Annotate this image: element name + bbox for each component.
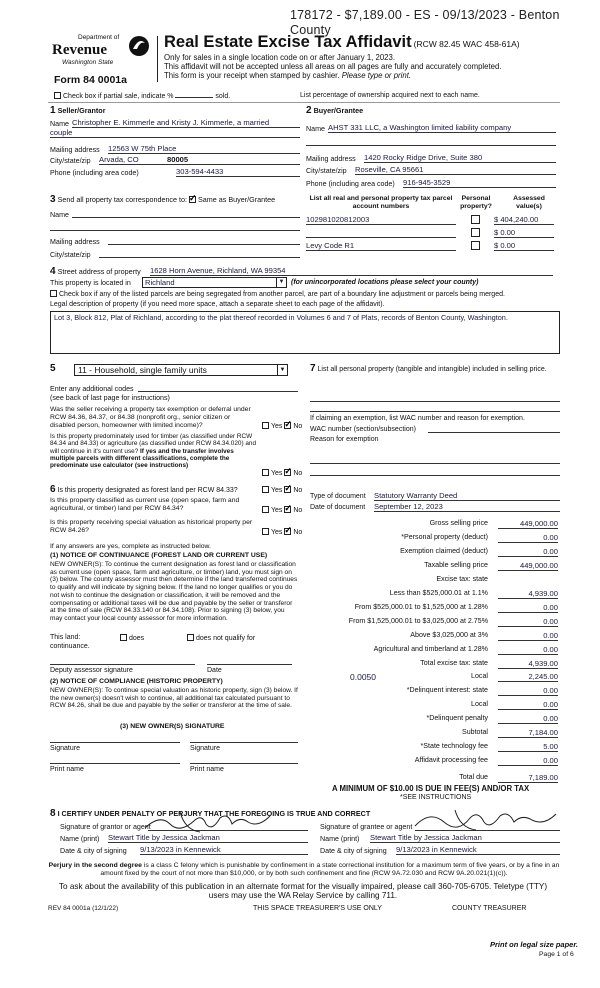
technology-fee-field[interactable]: 5.00 [498, 742, 558, 752]
timber-no-checkbox[interactable] [284, 469, 291, 476]
exemption-deduct-field[interactable]: 0.00 [498, 547, 558, 557]
personal-property-checkbox[interactable] [471, 215, 480, 224]
seller-name-field-2[interactable]: couple [50, 128, 300, 138]
local-rate: 0.0050 [350, 672, 376, 682]
grantee-signature-image [410, 808, 560, 832]
perjury-notice: Perjury in the second degree is a class C felony which is punishable by confinement in a state correctional institution for a maximum term of five years, or by a fine in an amount fixed by the court of not more than $10,000, or by both such confinement and fine (RCW 9A.72.030 and RCW 9A.20.021(1)(c)). [48, 862, 560, 877]
processing-fee-field[interactable]: 0.00 [498, 756, 558, 766]
page-number: Page 1 of 6 [539, 951, 574, 958]
deputy-date-field[interactable] [207, 656, 292, 665]
property-section: 4 Street address of property 1628 Horn Avenue, Richland, WA 99354 This property is located in Richland ▼ (for unincorporated locations please select your county) Check box if any of the listed parcels are being segregated from another parcel, are part of a boundary line adjustment or parcels being merged. Legal description of property (if you need more space, attach a separate sheet to each page of the affidavit). Lot 3, Block 812, Plat of Richland, according to the plat thereof recorded in Volumes 6 and 7 of Plats, records of Benton County, Washington. [50, 266, 560, 356]
historic-yes-checkbox[interactable] [262, 528, 269, 535]
buyer-phone-field[interactable]: 916-945-3529 [403, 178, 556, 188]
forest-yes-checkbox[interactable] [262, 486, 269, 493]
buyer-address-field[interactable]: 1420 Rocky Ridge Drive, Suite 380 [364, 153, 556, 163]
delinquent-penalty-field[interactable]: 0.00 [498, 714, 558, 724]
minimum-notice: A MINIMUM OF $10.00 IS DUE IN FEE(S) AND/OR TAX [332, 784, 530, 793]
buyer-section: 2 Buyer/Grantee Name AHST 331 LLC, a Washington limited liability company Mailing address 1420 Rocky Ridge Drive, Suite 380 City/state/zip Roseville, CA 95661 Phone (including area code) 916-945-3529 [306, 105, 556, 195]
county-treasurer-label: COUNTY TREASURER [452, 905, 527, 912]
total-due-field[interactable]: 7,189.00 [498, 773, 558, 783]
exemption-reason-field[interactable] [310, 455, 560, 464]
segregation-checkbox[interactable] [50, 290, 57, 297]
rule [48, 102, 560, 103]
subtotal-field[interactable]: 7,184.00 [498, 728, 558, 738]
deputy-signature-field[interactable] [50, 656, 195, 665]
new-owner-print-1[interactable] [50, 755, 180, 764]
buyer-name-field[interactable]: AHST 331 LLC, a Washington limited liability company [328, 123, 556, 133]
total-state-tax-field[interactable]: 4,939.00 [498, 659, 558, 669]
parcel-number-field[interactable] [306, 228, 456, 238]
ag-timber-tax-field[interactable]: 0.00 [498, 645, 558, 655]
seller-section: 1 Seller/Grantor Name Christopher E. Kimmerle and Kristy J. Kimmerle, a married couple Mailing address 12563 W 75th Place City/state/zip Arvada, CO 80005 Phone (including area code) 303-594-4433 [50, 105, 300, 185]
form-title [164, 33, 520, 53]
tier4-tax-field[interactable]: 0.00 [498, 631, 558, 641]
gross-price-field[interactable]: 449,000.00 [498, 519, 558, 529]
wac-number-field[interactable] [428, 424, 560, 433]
delinquent-interest-state-field[interactable]: 0.00 [498, 686, 558, 696]
location-select[interactable]: Richland ▼ [142, 277, 287, 288]
grantee-name-field[interactable]: Stewart Title by Jessica Jackman [370, 833, 560, 843]
partial-sale-checkbox[interactable] [54, 92, 61, 99]
grantor-date-field[interactable]: 9/13/2023 in Kennewick [140, 845, 308, 855]
seller-phone-field[interactable]: 303-594-4433 [176, 167, 300, 177]
tier2-tax-field[interactable]: 0.00 [498, 603, 558, 613]
legal-description-field[interactable]: Lot 3, Block 812, Plat of Richland, according to the plat thereof recorded in Volumes 6 and 7 of Plats, records of Benton County, Washington. [50, 311, 560, 354]
logo-line1: Department of [78, 34, 120, 41]
forest-no-checkbox[interactable] [284, 486, 291, 493]
logo-line3: Washington State [62, 59, 114, 66]
use-code-section: 5 11 - Household, single family units ▼ Enter any additional codes (see back of last page for instructions) Was the seller receiving a property tax exemption or deferral under RCW 84.36, 84.37, or 84.38 (nonprofit org., senior citizen or disabled person, homeowner with limited income)? Yes ✓ No Is this property predominately used for timber (as classified under RCW 84.34 and 84.33) or agriculture (as classified under RCW 84.34.020) and will continue in it's current use? If yes and the transfer involves multiple parcels with different classifications, complete the predominate use calculator (see instructions) Yes ✓ No [50, 363, 300, 483]
property-address-field[interactable]: 1628 Horn Avenue, Richland, WA 99354 [150, 266, 553, 276]
dor-logo [50, 34, 155, 74]
assessed-value-field[interactable]: $ 0.00 [494, 228, 554, 238]
assessed-value-field[interactable]: $ 0.00 [494, 241, 554, 251]
document-date-field[interactable]: September 12, 2023 [374, 502, 560, 512]
logo-divider [157, 36, 158, 82]
seller-name-field[interactable]: Christopher E. Kimmerle and Kristy J. Kimmerle, a married [72, 118, 300, 128]
new-owner-print-2[interactable] [190, 755, 298, 764]
forest-land-section: 6 Is this property designated as forest land per RCW 84.33? Yes ✓ No Is this property classified as current use (open space, farm and agricultural, or timber) land per RCW 84.34? Yes ✓ No Is this property receiving special valuation as historical property per RCW 84.26? Yes ✓ No If any answers are yes, complete as instructed below. (1) NOTICE OF CONTINUANCE (FOREST LAND OR CURRENT USE) NEW OWNER(S): To continue the current designation as forest land or classification as current use (open space, farm and agriculture, or timber) land, you must sign on (3) below. The county assessor must then determine if the land transferred continues to qualify and will indicate by signing below. If the land no longer qualifies or you do not wish to continue the designation or classification, it will be removed and the compensating or additional taxes will be due and payable by the seller or transferor at the time of sale (RCW 84.33.140 or 84.34.108). Prior to signing (3) below, you may contact your local county assessor for more information. This land: does does not qualify for continuance. Deputy assessor signature Date (2) NOTICE OF COMPLIANCE (HISTORIC PROPERTY) NEW OWNER(S): To continue special valuation as historic property, sign (3) below. If the new owner(s) doesn't wish to continue, all additional tax calculated pursuant to RCW 84.26, shall be due and payable by the seller or transferor at the time of sale. (3) NEW OWNER(S) SIGNATURE Signature Signature Print name Print name [50, 484, 300, 824]
chevron-down-icon: ▼ [277, 365, 287, 375]
personal-property-field[interactable] [310, 393, 560, 402]
timber-yes-checkbox[interactable] [262, 469, 269, 476]
intro-text [164, 53, 501, 81]
intro-line: Only for sales in a single location code on or after January 1, 2023. [164, 53, 396, 62]
s3-city-field[interactable] [99, 249, 300, 258]
partial-sale-row: Check box if partial sale, indicate % sold. List percentage of ownership acquired next to each name. [54, 92, 554, 101]
personal-property-checkbox[interactable] [471, 241, 480, 250]
does-not-qualify-checkbox[interactable] [187, 634, 194, 641]
treasurer-use-label: THIS SPACE TREASURER'S USE ONLY [253, 905, 382, 912]
personal-property-section: 7 List all personal property (tangible and intangible) included in selling price. If claiming an exemption, list WAC number and reason for exemption. WAC number (section/subsection) Reason for exemption Type of document Statutory Warranty Deed Date of document September 12, 2023 [310, 363, 560, 513]
parcel-number-field[interactable]: Levy Code R1 [306, 241, 456, 251]
document-type-field[interactable]: Statutory Warranty Deed [374, 491, 560, 501]
personal-property-checkbox[interactable] [471, 228, 480, 237]
classified-no-checkbox[interactable] [284, 506, 291, 513]
does-qualify-checkbox[interactable] [120, 634, 127, 641]
intro-line: This form is your receipt when stamped by cashier. Please type or print. [164, 71, 412, 81]
local-tax-field[interactable]: 2,245.00 [498, 672, 558, 682]
s3-address-field[interactable] [108, 236, 300, 245]
revision-code: REV 84 0001a (12/1/22) [48, 905, 119, 912]
classified-yes-checkbox[interactable] [262, 506, 269, 513]
see-instructions: *SEE INSTRUCTIONS [400, 794, 472, 801]
exempt-yes-checkbox[interactable] [262, 422, 269, 429]
alternate-format-notice: To ask about the availability of this publication in an alternate format for the visually impaired, please call 360-705-6705. Teletype (TTY) users may use the WA Relay Service by calling 711. [58, 882, 548, 901]
print-note: Print on legal size paper. [490, 940, 578, 949]
title-text: Real Estate Excise Tax Affidavit [164, 33, 412, 51]
grantee-date-field[interactable]: 9/13/2023 in Kennewick [396, 845, 560, 855]
use-code-select[interactable]: 11 - Household, single family units ▼ [74, 364, 288, 376]
grantor-signature-image [140, 810, 280, 834]
title-ref: (RCW 82.45 WAC 458-61A) [413, 39, 520, 49]
dor-swoosh-icon [128, 35, 150, 57]
seller-address-field[interactable]: 12563 W 75th Place [108, 144, 300, 154]
exempt-no-checkbox[interactable] [284, 422, 291, 429]
same-as-buyer-checkbox[interactable] [189, 196, 196, 203]
assessed-value-field[interactable]: $ 404,240.00 [494, 215, 554, 225]
additional-codes-field[interactable] [138, 383, 298, 392]
tier3-tax-field[interactable]: 0.00 [498, 617, 558, 627]
tax-correspondence-section: 3 Send all property tax correspondence to: ✓ Same as Buyer/Grantee Name Mailing address City/state/zip [50, 194, 300, 264]
chevron-down-icon: ▼ [276, 278, 286, 287]
taxable-price-field[interactable]: 449,000.00 [498, 561, 558, 571]
recording-stamp: 178172 - $7,189.00 - ES - 09/13/2023 - Benton County [290, 8, 560, 37]
seller-name-label: Name [50, 120, 69, 128]
delinquent-interest-local-field[interactable]: 0.00 [498, 700, 558, 710]
tier1-tax-field[interactable]: 4,939.00 [498, 589, 558, 599]
tax-calculation: Gross selling price 449,000.00 *Personal property (deduct) 0.00 Exemption claimed (deduct) 0.00 Taxable selling price 449,000.00 Excise tax: state Less than $525,000.01 at 1.1% 4,939.00 From $525,000.01 to $1,525,000 at 1.28% 0.00 From $1,525,000.01 to $3,025,000 at 2.75% 0.00 Above $3,025,000 at 3% 0.00 Agricultural and timberland at 1.28% 0.00 Total excise tax: state 4,939.00 0.0050 Local 2,245.00 *Delinquent interest: state 0.00 Local 0.00 *Delinquent penalty 0.00 Subtotal 7,184.00 *State technology fee 5.00 Affidavit processing fee 0.00 Total due 7,189.00 A MINIMUM OF $10.00 IS DUE IN FEE(S) AND/OR TAX *SEE INSTRUCTIONS [332, 519, 558, 801]
logo-line2: Revenue [52, 42, 107, 58]
parcel-table: List all real and personal property tax parcel account numbers Personal property? Assessed value(s) 102981020812003 $ 404,240.00 $ 0.00 Levy Code R1 $ 0.00 [306, 195, 560, 255]
grantor-name-field[interactable]: Stewart Title by Jessica Jackman [108, 833, 308, 843]
form-number: Form 84 0001a [54, 74, 127, 86]
certification-section: 8 I CERTIFY UNDER PENALTY OF PERJURY THAT THE FOREGOING IS TRUE AND CORRECT Signature of grantor or agent Name (print) Stewart Title by Jessica Jackman Date & city of signing 9/13/2023 in Kennewick Signature of grantee or agent Name (print) Stewart Title by Jessica Jackman Date & city of signing 9/13/2023 in Kennewick [50, 808, 560, 860]
intro-line: This affidavit will not be accepted unless all areas on all pages are fully and accurately completed. [164, 62, 502, 72]
seller-city-field[interactable]: Arvada, CO 80005 [99, 155, 300, 165]
new-owner-signature-2[interactable] [190, 734, 298, 743]
parcel-number-field[interactable]: 102981020812003 [306, 215, 456, 225]
personal-property-deduct-field[interactable]: 0.00 [498, 533, 558, 543]
new-owner-signature-1[interactable] [50, 734, 180, 743]
s3-name-field[interactable] [72, 209, 300, 218]
buyer-city-field[interactable]: Roseville, CA 95661 [355, 165, 556, 175]
